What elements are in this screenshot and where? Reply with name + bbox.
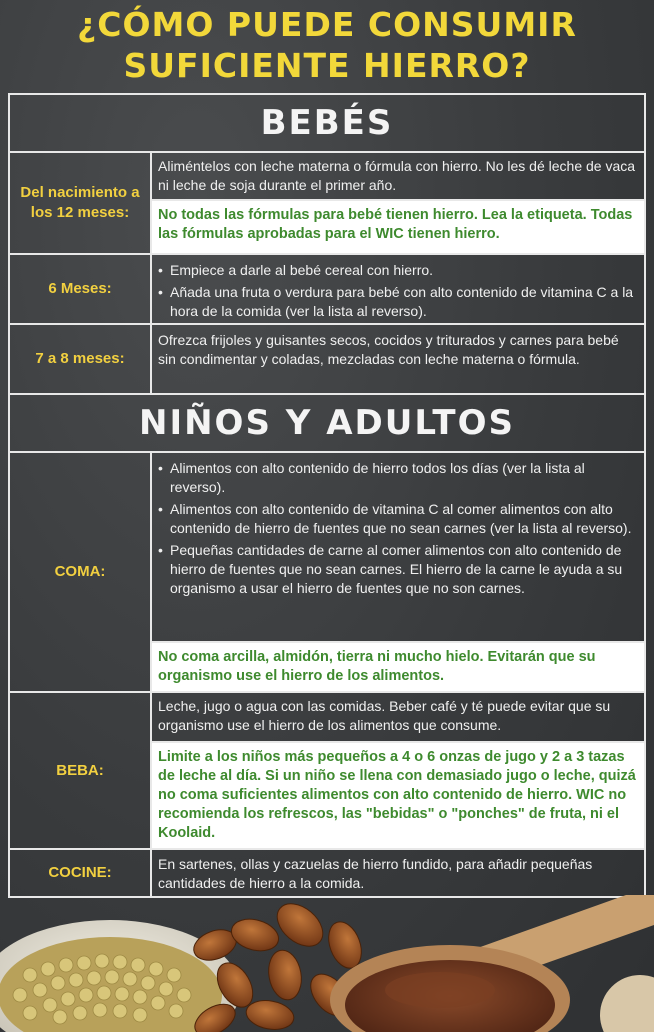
row-label: BEBA: bbox=[10, 693, 152, 848]
page-title bbox=[0, 4, 654, 86]
row-bullet-list bbox=[152, 255, 644, 328]
row-bullet-list bbox=[152, 453, 644, 643]
table-row bbox=[10, 850, 644, 898]
row-label: 7 a 8 meses: bbox=[10, 325, 152, 393]
table-row bbox=[10, 255, 644, 325]
row-label: COCINE: bbox=[10, 850, 152, 896]
row-label: COMA: bbox=[10, 453, 152, 691]
row-text: Aliméntelos con leche materna o fórmula con hierro. No les dé leche de vaca ni leche de soja durante el primer año. bbox=[152, 153, 644, 201]
table-row bbox=[10, 453, 644, 693]
cocoa-powder-spoon-icon bbox=[330, 895, 654, 1032]
list-item: • Empiece a darle al bebé cereal con hierro. bbox=[158, 261, 638, 280]
row-label: Del nacimiento a los 12 meses: bbox=[10, 153, 152, 253]
title-line-1: ¿CÓMO PUEDE CONSUMIR bbox=[77, 5, 577, 44]
row-text: Ofrezca frijoles y guisantes secos, cocidos y triturados y carnes para bebé sin condimentar y coladas, mezcladas con leche materna o fórmula. bbox=[158, 332, 619, 367]
row-label: 6 Meses: bbox=[10, 255, 152, 323]
row-note: No todas las fórmulas para bebé tienen hierro. Lea la etiqueta. Todas las fórmulas aprobadas para el WIC tienen hierro. bbox=[152, 201, 644, 253]
table-row bbox=[10, 693, 644, 850]
table-row bbox=[10, 325, 644, 395]
section-heading-bebes: BEBÉS bbox=[10, 93, 644, 153]
section-heading-ninos: NIÑOS Y ADULTOS bbox=[10, 395, 644, 453]
row-note: Limite a los niños más pequeños a 4 o 6 onzas de jugo y 2 a 3 tazas de leche al día. Si un niño se llena con demasiado jugo o leche, quizá no coma suficientes alimentos con alto contenido de hierro. WIC no recomienda los refrescos, las "bebidas" o "ponches" de fruta, ni el Koolaid. bbox=[152, 743, 644, 848]
list-item: • Pequeñas cantidades de carne al comer alimentos con alto contenido de hierro de fuentes que no sean carnes. El hierro de la carne le ayuda a su organismo a usar el hierro de fuentes que no son carnes. bbox=[158, 541, 638, 598]
food-illustration bbox=[0, 895, 654, 1032]
table-row bbox=[10, 153, 644, 255]
row-text: Leche, jugo o agua con las comidas. Beber café y té puede evitar que su organismo use el hierro de los alimentos que consume. bbox=[152, 693, 644, 743]
title-line-2: SUFICIENTE HIERRO? bbox=[123, 46, 531, 85]
list-item: • Alimentos con alto contenido de vitamina C al comer alimentos con alto contenido de hierro de fuentes que no sean carnes (ver la lista al reverso). bbox=[158, 500, 638, 538]
row-text: En sartenes, ollas y cazuelas de hierro fundido, para añadir pequeñas cantidades de hierro a la comida. bbox=[158, 856, 593, 891]
row-note: No coma arcilla, almidón, tierra ni mucho hielo. Evitarán que su organismo use el hierro de los alimentos. bbox=[152, 643, 644, 691]
info-table bbox=[8, 93, 646, 898]
list-item: • Alimentos con alto contenido de hierro todos los días (ver la lista al reverso). bbox=[158, 459, 638, 497]
list-item: • Añada una fruta o verdura para bebé con alto contenido de vitamina C a la hora de la comida (ver la lista al reverso). bbox=[158, 283, 638, 321]
